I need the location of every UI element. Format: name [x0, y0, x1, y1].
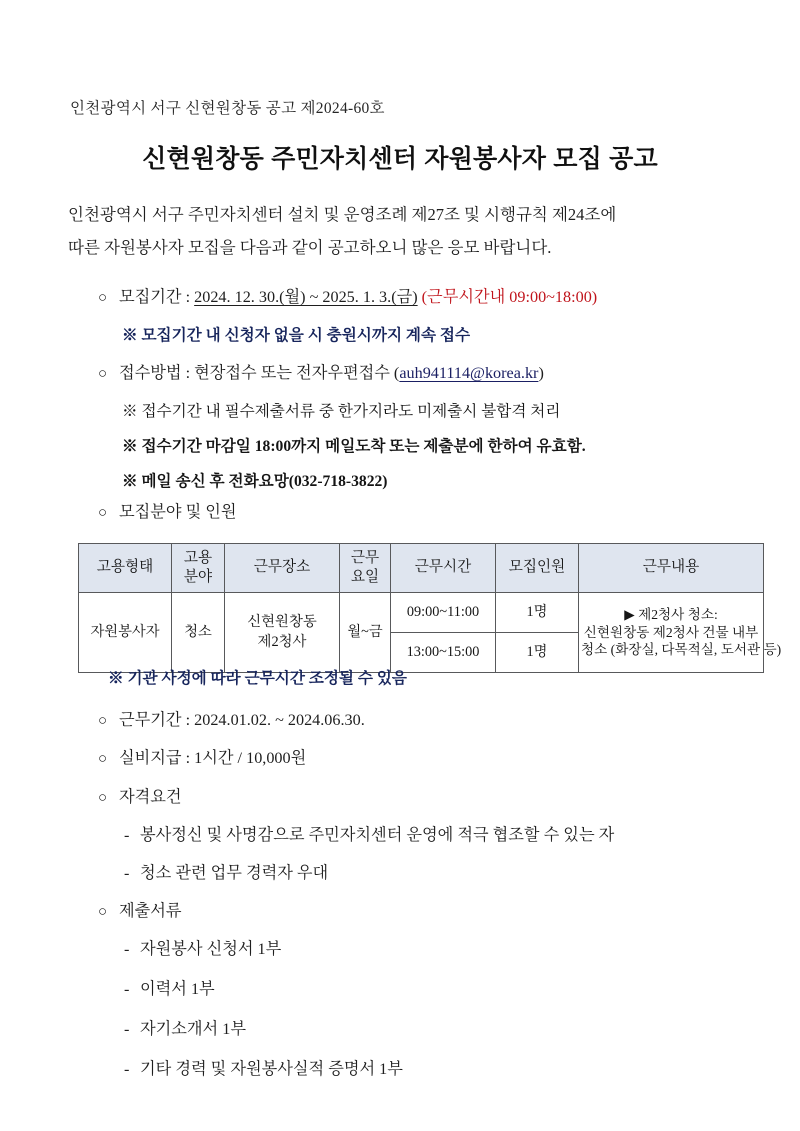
- documents-item-2: [124, 980, 215, 999]
- column-header-field: [172, 544, 225, 593]
- table-body: [79, 593, 782, 673]
- intro-line-1: 인천광역시 서구 주민자치센터 설치 및 운영조례 제27조 및 시행규칙 제24조에: [68, 205, 617, 224]
- cell-days: 월~금: [340, 593, 391, 673]
- table-adjust-note: ※ 기관 사정에 따라 근무시간 조정될 수 있음: [108, 670, 407, 687]
- column-header-content: 근무내용: [579, 544, 764, 593]
- qualification-item-2: [124, 864, 328, 883]
- payment-value: 1시간 / 10,000원: [194, 749, 307, 767]
- qualification-label: 자격요건: [119, 788, 182, 806]
- column-header-count: 모집인원: [496, 544, 579, 593]
- section-documents: [98, 902, 182, 921]
- column-header-day-line2: 요일: [350, 569, 380, 585]
- recruit-period-red-note: (근무시간내 09:00~18:00): [421, 288, 598, 306]
- documents-item-1-text: 자원봉사 신청서 1부: [140, 940, 282, 958]
- section-recruit-field: [98, 503, 237, 522]
- page-title: 신현원창동 주민자치센터 자원봉사자 모집 공고: [142, 145, 658, 173]
- cell-employment-type: 자원봉사자: [79, 593, 172, 673]
- section-recruit-period: [98, 288, 597, 307]
- dash-bullet-icon: -: [124, 980, 130, 998]
- apply-note-3: ※ 메일 송신 후 전화요망(032-718-3822): [122, 473, 388, 490]
- work-period-label: 근무기간 :: [119, 711, 191, 729]
- qualification-item-2-text: 청소 관련 업무 경력자 우대: [140, 864, 329, 882]
- dash-bullet-icon: -: [124, 826, 130, 844]
- column-header-field-line2: 분야: [183, 569, 213, 585]
- work-period-value: 2024.01.02. ~ 2024.06.30.: [194, 711, 365, 729]
- recruit-period-label: 모집기간 :: [119, 288, 191, 306]
- section-payment: [98, 749, 306, 768]
- payment-label: 실비지급 :: [119, 749, 191, 767]
- documents-item-3-text: 자기소개서 1부: [140, 1020, 246, 1038]
- recruit-period-note: ※ 모집기간 내 신청자 없을 시 충원시까지 계속 접수: [122, 327, 471, 344]
- qualification-item-1-text: 봉사정신 및 사명감으로 주민자치센터 운영에 적극 협조할 수 있는 자: [140, 826, 615, 844]
- apply-note-2: ※ 접수기간 마감일 18:00까지 메일도착 또는 제출분에 한하여 유효함.: [122, 438, 586, 455]
- cell-place-line2: 제2청사: [257, 633, 307, 650]
- dash-bullet-icon: -: [124, 1060, 130, 1078]
- bullet-circle-icon: ○: [98, 505, 108, 521]
- documents-item-4: [124, 1060, 403, 1079]
- cell-count-row1: 1명: [496, 593, 579, 633]
- documents-label: 제출서류: [119, 902, 182, 920]
- apply-method-label: 접수방법 :: [119, 364, 191, 382]
- cell-work-content: [579, 593, 782, 673]
- recruitment-table: [78, 543, 782, 673]
- column-header-field-line1: 고용: [183, 549, 213, 566]
- section-qualification: [98, 788, 182, 807]
- bullet-circle-icon: ○: [98, 904, 108, 920]
- documents-item-3: [124, 1020, 246, 1039]
- dash-bullet-icon: -: [124, 1020, 130, 1038]
- bullet-circle-icon: ○: [98, 366, 108, 382]
- document-number: 인천광역시 서구 신현원창동 공고 제2024-60호: [70, 100, 385, 117]
- qualification-item-1: [124, 826, 614, 845]
- dash-bullet-icon: -: [124, 864, 130, 882]
- apply-method-value: 현장접수 또는 전자우편접수 (: [194, 364, 400, 382]
- cell-place: [225, 593, 340, 673]
- table-head: [79, 544, 764, 593]
- documents-item-1: [124, 940, 281, 959]
- column-header-employment-type: 고용형태: [79, 544, 172, 593]
- cell-field: 청소: [172, 593, 225, 673]
- recruit-field-label: 모집분야 및 인원: [119, 503, 237, 521]
- recruit-period-value: 2024. 12. 30.(월) ~ 2025. 1. 3.(금): [194, 288, 418, 306]
- cell-place-line1: 신현원창동: [247, 614, 317, 631]
- cell-hours-row1: 09:00~11:00: [391, 593, 496, 633]
- apply-method-value-tail: ): [538, 364, 544, 382]
- cell-work-content-line1: ▶ 제2청사 청소:: [624, 606, 718, 622]
- cell-hours-row2: 13:00~15:00: [391, 633, 496, 673]
- documents-item-4-text: 기타 경력 및 자원봉사실적 증명서 1부: [140, 1060, 403, 1078]
- cell-work-content-line3: 청소 (화장실, 다목적실, 도서관 등): [581, 642, 782, 658]
- apply-email-link[interactable]: auh941114@korea.kr: [399, 364, 539, 382]
- apply-note-1: ※ 접수기간 내 필수제출서류 중 한가지라도 미제출시 불합격 처리: [122, 403, 561, 420]
- recruitment-table-wrapper: [78, 543, 782, 673]
- cell-count-row2: 1명: [496, 633, 579, 673]
- bullet-circle-icon: ○: [98, 290, 108, 306]
- column-header-place: 근무장소: [225, 544, 340, 593]
- section-apply-method: [98, 364, 544, 383]
- section-work-period: [98, 711, 365, 730]
- documents-item-2-text: 이력서 1부: [140, 980, 215, 998]
- bullet-circle-icon: ○: [98, 713, 108, 729]
- bullet-circle-icon: ○: [98, 751, 108, 767]
- column-header-day: [340, 544, 391, 593]
- intro-line-2: 따른 자원봉사자 모집을 다음과 같이 공고하오니 많은 응모 바랍니다.: [68, 238, 552, 257]
- bullet-circle-icon: ○: [98, 790, 108, 806]
- table-row: [79, 593, 764, 633]
- column-header-hours: 근무시간: [391, 544, 496, 593]
- cell-work-content-line2: 신현원창동 제2청사 건물 내부: [583, 624, 759, 640]
- intro-paragraph: [68, 198, 738, 264]
- column-header-day-line1: 근무: [350, 549, 380, 566]
- dash-bullet-icon: -: [124, 940, 130, 958]
- table-header-row: [79, 544, 764, 593]
